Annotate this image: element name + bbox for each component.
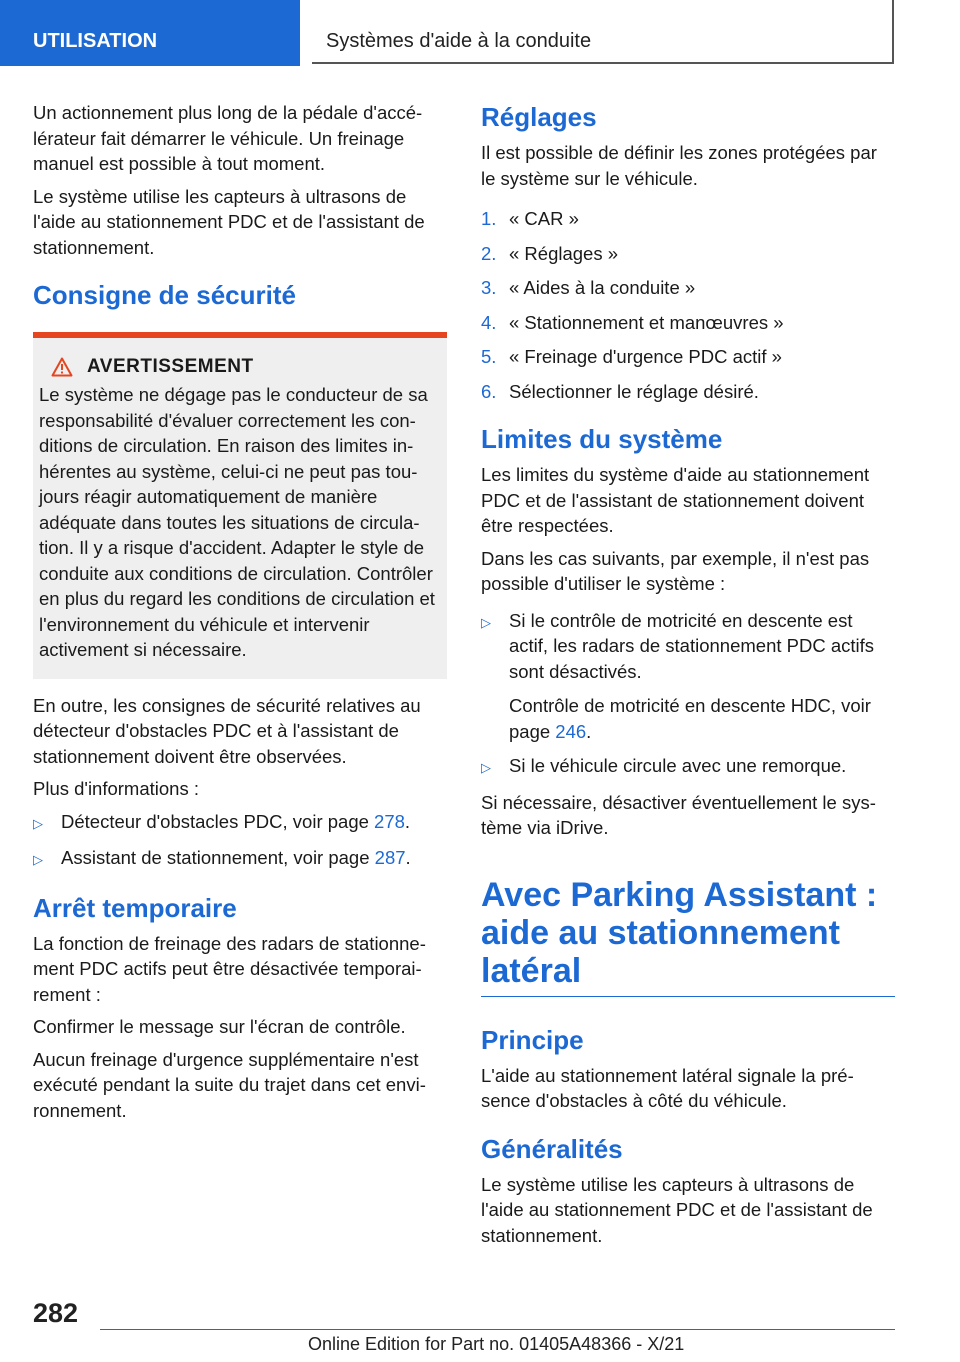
step-number: 4. [481, 311, 497, 333]
paragraph: L'aide au stationnement latéral signale la présence d'obstacles à côté du véhicule. [481, 1064, 854, 1111]
warning-title: AVERTISSEMENT [87, 356, 254, 377]
triangle-bullet-icon: ▷ [33, 852, 43, 867]
triangle-bullet-icon: ▷ [33, 815, 43, 831]
paragraph: Il est possible de définir les zones protégées par le système sur le véhicule. [481, 142, 877, 189]
step-number: 2. [481, 242, 497, 264]
list-item-text: Si le véhicule circule avec une remorque. [509, 755, 847, 776]
paragraph: Aucun freinage d'urgence supplémentaire n'est exécuté pendant la suite du trajet dans cet environnement. [33, 1048, 426, 1121]
page-link[interactable]: 287 [374, 847, 406, 868]
page-link[interactable]: 278 [374, 810, 405, 832]
step-text: « Freinage d'urgence PDC actif » [509, 346, 782, 367]
paragraph: En outre, les consignes de sécurité relatives au détecteur d'obstacles PDC et à l'assistant de stationnement doivent être observées. [33, 694, 421, 767]
step-text: « Stationnement et manœuvres » [509, 311, 784, 333]
list-item-text: Si le contrôle de motricité en descente est actif, les radars de stationnement PDC actifs sont désactivés. [509, 609, 875, 682]
left-column [33, 100, 447, 1130]
step-item [481, 379, 895, 405]
list-item [33, 809, 447, 837]
paragraph: Confirmer le message sur l'écran de contrôle. [33, 1016, 406, 1037]
list-item-text: Assistant de stationnement, voir page 287. [61, 847, 411, 868]
step-item [481, 344, 895, 370]
paragraph: Si nécessaire, désactiver éventuellement le système via iDrive. [481, 791, 876, 838]
paragraph: Les limites du système d'aide au stationnement PDC et de l'assistant de stationnement doivent être respectées. [481, 464, 870, 536]
section-tab: UTILISATION [0, 0, 300, 66]
heading-pause: Arrêt temporaire [33, 892, 237, 923]
list-item-text: Détecteur d'obstacles PDC, voir page 278. [61, 810, 411, 832]
step-number: 1. [481, 208, 497, 229]
warning-text: Le système ne dégage pas le conducteur de sa responsabilité d'évaluer correctement les conditions de circulation. En raison des limites inhérentes au système, celui-ci ne peut pas toujours réagir automatiquement de manière adéquate dans toutes les situations de circulation. Il y a risque d'accident. Adapter le style de conduite aux conditions de circulation. Contrôler en plus du regard les conditions de circulation et l'environnement du véhicule et intervenir activement si nécessaire. [39, 384, 435, 660]
list-item [481, 753, 895, 781]
list-item-subtext: Contrôle de motricité en descente HDC, voir page 246. [509, 695, 871, 742]
paragraph: Un actionnement plus long de la pédale d'accélérateur fait démarrer le véhicule. Un freinage manuel est possible à tout moment. [33, 102, 423, 174]
main-heading: Avec Parking Assistant : aide au stationnement latéral [481, 875, 878, 990]
warning-triangle-icon [51, 357, 73, 377]
edition-info: Online Edition for Part no. 01405A48366 - X/21 [308, 1334, 685, 1354]
step-number: 3. [481, 277, 497, 298]
page-link[interactable]: 246 [555, 720, 587, 742]
heading-settings: Réglages [481, 102, 597, 132]
warning-box [33, 332, 447, 679]
step-text: « Réglages » [509, 242, 619, 264]
right-column [481, 100, 895, 1255]
step-number: 5. [481, 346, 497, 367]
step-item [481, 275, 895, 301]
paragraph: Le système utilise les capteurs à ultrasons de l'aide au stationnement PDC et de l'assistant de stationnement. [481, 1173, 873, 1246]
step-item [481, 206, 895, 232]
list-item [481, 608, 895, 685]
heading-general: Généralités [481, 1133, 623, 1164]
step-text: « CAR » [509, 208, 579, 229]
heading-safety: Consigne de sécurité [33, 280, 296, 310]
triangle-bullet-icon: ▷ [481, 760, 491, 775]
heading-divider [481, 996, 895, 997]
paragraph: Plus d'informations : [33, 778, 199, 799]
paragraph: La fonction de freinage des radars de stationnement PDC actifs peut être désactivée temporairement : [33, 932, 426, 1005]
chapter-title: Systèmes d'aide à la conduite [312, 0, 894, 64]
list-item [33, 845, 447, 873]
page-header [0, 0, 960, 66]
footer-divider [100, 1329, 895, 1330]
warning-header [39, 356, 439, 378]
triangle-bullet-icon: ▷ [481, 614, 491, 630]
step-text: Sélectionner le réglage désiré. [509, 380, 759, 402]
heading-principle: Principe [481, 1024, 584, 1055]
step-number: 6. [481, 380, 497, 402]
paragraph: Dans les cas suivants, par exemple, il n'est pas possible d'utiliser le système : [481, 547, 870, 594]
heading-limits: Limites du système [481, 424, 723, 454]
step-item [481, 310, 895, 336]
step-item [481, 241, 895, 267]
paragraph: Le système utilise les capteurs à ultrasons de l'aide au stationnement PDC et de l'assistant de stationnement. [33, 185, 425, 258]
step-text: « Aides à la conduite » [509, 277, 696, 298]
page-number: 282 [33, 1298, 79, 1328]
